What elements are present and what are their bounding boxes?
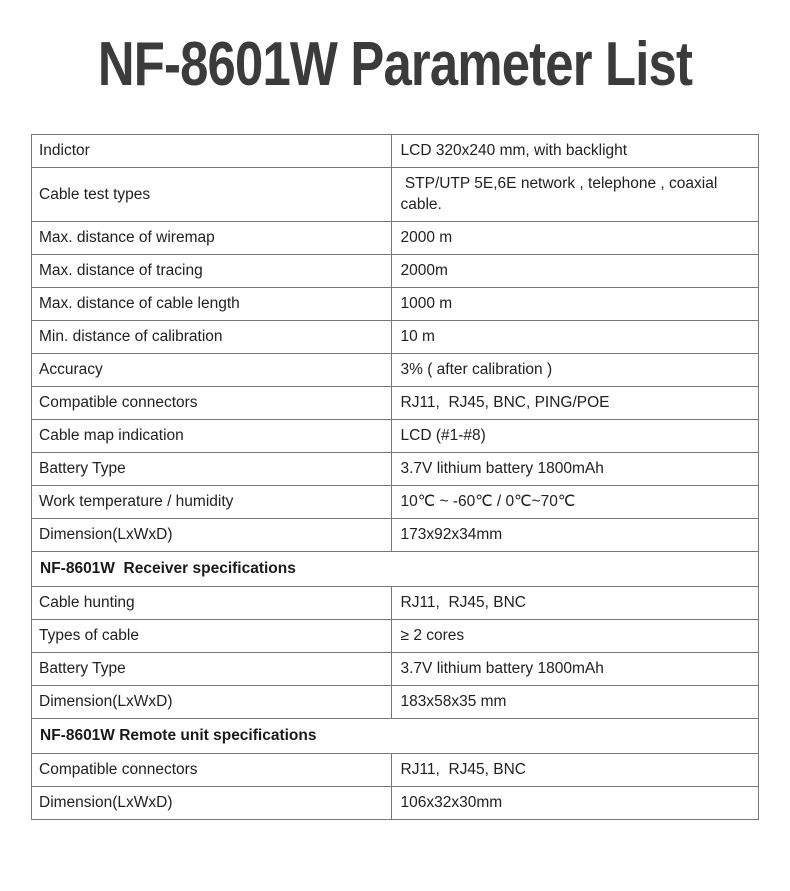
param-label: Accuracy	[32, 354, 392, 387]
table-row	[32, 453, 759, 486]
table-row	[32, 486, 759, 519]
param-value: 2000 m	[391, 222, 759, 255]
param-value: RJ11, RJ45, BNC	[391, 587, 759, 620]
parameter-sheet	[0, 28, 790, 820]
table-row	[32, 222, 759, 255]
param-label: Dimension(LxWxD)	[32, 787, 392, 820]
param-label: Max. distance of tracing	[32, 255, 392, 288]
param-value: RJ11, RJ45, BNC	[391, 754, 759, 787]
table-row	[32, 135, 759, 168]
param-label: Types of cable	[32, 620, 392, 653]
table-row	[32, 354, 759, 387]
param-label: Max. distance of wiremap	[32, 222, 392, 255]
param-value: RJ11, RJ45, BNC, PING/POE	[391, 387, 759, 420]
parameter-table-body	[32, 135, 759, 820]
param-value: 3.7V lithium battery 1800mAh	[391, 453, 759, 486]
param-label: Dimension(LxWxD)	[32, 519, 392, 552]
param-label: Cable test types	[32, 168, 392, 222]
param-label: Min. distance of calibration	[32, 321, 392, 354]
param-label: Battery Type	[32, 653, 392, 686]
table-row	[32, 787, 759, 820]
table-row	[32, 587, 759, 620]
param-label: Dimension(LxWxD)	[32, 686, 392, 719]
param-value: 1000 m	[391, 288, 759, 321]
param-value: 3.7V lithium battery 1800mAh	[391, 653, 759, 686]
param-label: Cable hunting	[32, 587, 392, 620]
param-value: LCD (#1-#8)	[391, 420, 759, 453]
section-header-label: NF-8601W Receiver specifications	[32, 552, 759, 587]
param-label: Battery Type	[32, 453, 392, 486]
param-label: Max. distance of cable length	[32, 288, 392, 321]
param-value: 2000m	[391, 255, 759, 288]
table-row	[32, 653, 759, 686]
table-row	[32, 168, 759, 222]
page-title: NF-8601W Parameter List	[97, 30, 693, 99]
param-label: Indictor	[32, 135, 392, 168]
param-value: 10 m	[391, 321, 759, 354]
table-row	[32, 754, 759, 787]
table-row	[32, 387, 759, 420]
table-row	[32, 686, 759, 719]
param-value: 183x58x35 mm	[391, 686, 759, 719]
section-header-label: NF-8601W Remote unit specifications	[32, 719, 759, 754]
table-row	[32, 519, 759, 552]
param-label: Work temperature / humidity	[32, 486, 392, 519]
param-label: Compatible connectors	[32, 387, 392, 420]
table-row	[32, 420, 759, 453]
section-header-row	[32, 552, 759, 587]
table-row	[32, 288, 759, 321]
param-value: ≥ 2 cores	[391, 620, 759, 653]
section-header-row	[32, 719, 759, 754]
parameter-table	[31, 134, 759, 820]
table-row	[32, 620, 759, 653]
param-value: 10℃ ~ -60℃ / 0℃~70℃	[391, 486, 759, 519]
param-value: 173x92x34mm	[391, 519, 759, 552]
param-label: Cable map indication	[32, 420, 392, 453]
param-value: STP/UTP 5E,6E network , telephone , coaxial cable.	[391, 168, 759, 222]
param-value: 3% ( after calibration )	[391, 354, 759, 387]
table-row	[32, 255, 759, 288]
param-value: LCD 320x240 mm, with backlight	[391, 135, 759, 168]
param-value: 106x32x30mm	[391, 787, 759, 820]
param-label: Compatible connectors	[32, 754, 392, 787]
table-row	[32, 321, 759, 354]
